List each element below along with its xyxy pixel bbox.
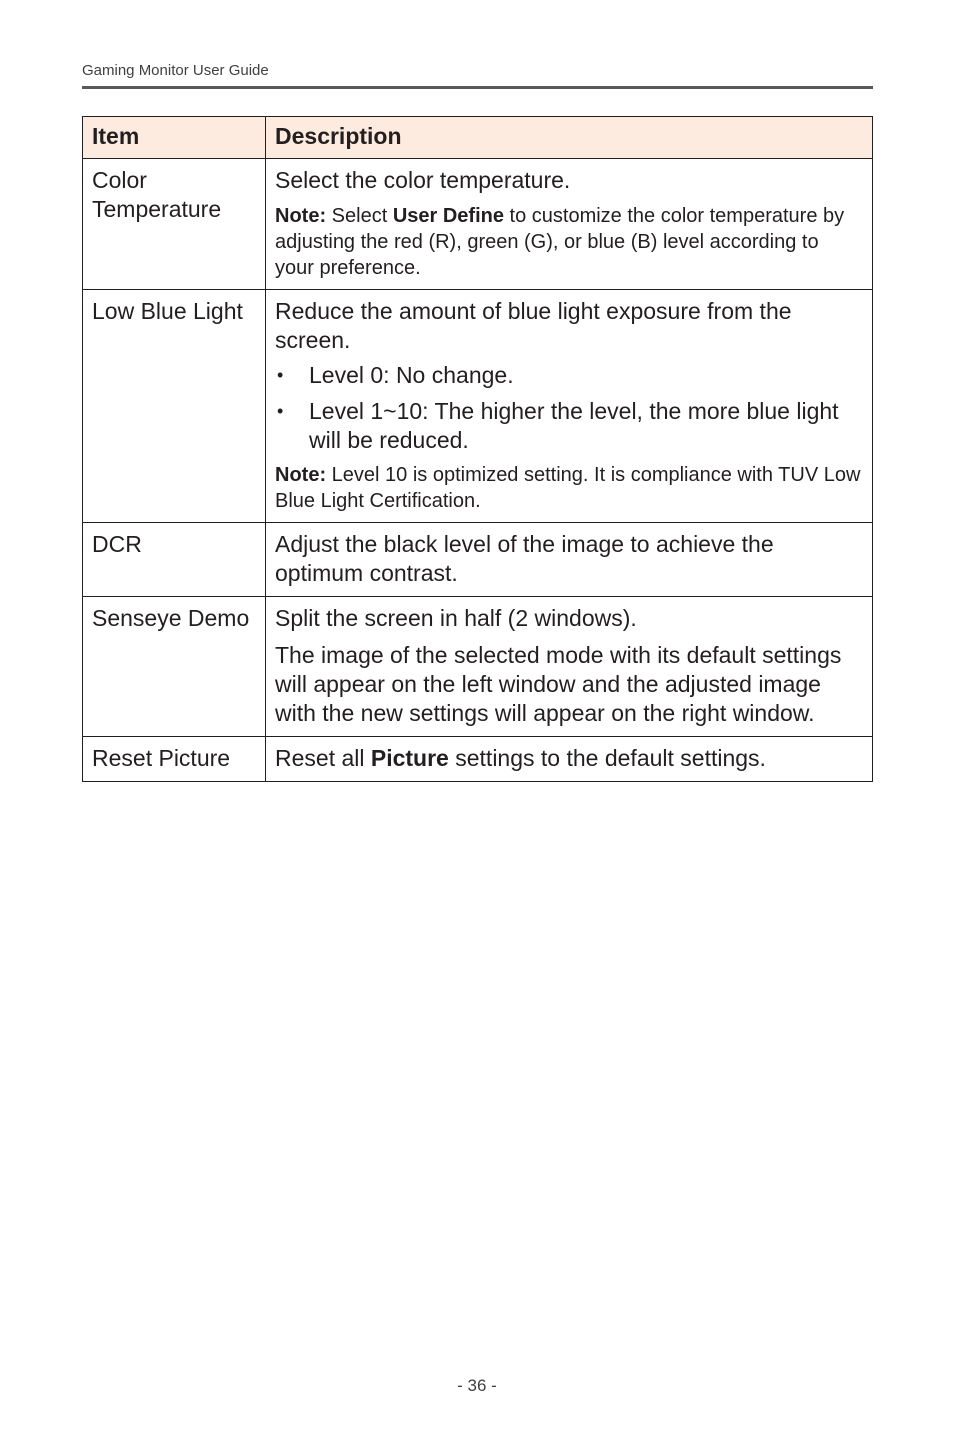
note-text-part: Select <box>326 205 393 227</box>
description-bold-term: Picture <box>370 745 449 771</box>
bullet-text: Level 0: No change. <box>309 362 514 388</box>
table-row <box>83 523 873 597</box>
item-cell: Senseye Demo <box>83 597 266 737</box>
item-cell: Reset Picture <box>83 737 266 782</box>
note-text-part: to customize the color temperature by adjusting the red (R), green (G), or blue (B) level according to your preference. <box>275 205 845 279</box>
item-cell: Low Blue Light <box>83 290 266 523</box>
table-row <box>83 159 873 290</box>
note-text-part: Level 10 is optimized setting. It is compliance with TUV Low Blue Light Certification. <box>275 464 861 512</box>
description-cell <box>266 159 873 290</box>
note-label: Note: <box>275 205 327 227</box>
settings-table <box>82 116 873 782</box>
description-text: Split the screen in half (2 windows). <box>275 605 637 631</box>
table-header-row <box>83 117 873 159</box>
description-text-part: settings to the default settings. <box>448 745 766 771</box>
table-row <box>83 597 873 737</box>
description-cell <box>266 737 873 782</box>
bullet-list <box>275 361 863 455</box>
description-cell <box>266 290 873 523</box>
column-header-description: Description <box>266 117 873 159</box>
item-cell: DCR <box>83 523 266 597</box>
description-text: Reduce the amount of blue light exposure from the screen. <box>275 298 792 353</box>
page-number: - 36 - <box>457 1376 497 1395</box>
description-text-2: The image of the selected mode with its default settings will appear on the left window and the adjusted image with the new settings will appear on the right window. <box>275 642 842 726</box>
bullet-item <box>275 361 863 390</box>
description-cell <box>266 523 873 597</box>
bullet-text: Level 1~10: The higher the level, the more blue light will be reduced. <box>309 398 839 453</box>
description-text-part: Reset all <box>275 745 371 771</box>
table-row <box>83 290 873 523</box>
description-text: Adjust the black level of the image to achieve the optimum contrast. <box>275 531 774 586</box>
bullet-icon: • <box>277 365 284 385</box>
bullet-icon: • <box>277 401 284 421</box>
description-cell <box>266 597 873 737</box>
note-text <box>275 462 863 514</box>
description-text <box>275 744 863 773</box>
note-label: Note: <box>275 464 327 486</box>
bullet-item <box>275 397 863 455</box>
item-cell: Color Temperature <box>83 159 266 290</box>
note-bold-term: User Define <box>392 205 504 227</box>
description-text: Select the color temperature. <box>275 167 571 193</box>
column-header-item: Item <box>83 117 266 159</box>
table-row <box>83 737 873 782</box>
document-header-title: Gaming Monitor User Guide <box>82 62 269 79</box>
note-text <box>275 203 863 281</box>
header-divider <box>82 86 873 89</box>
